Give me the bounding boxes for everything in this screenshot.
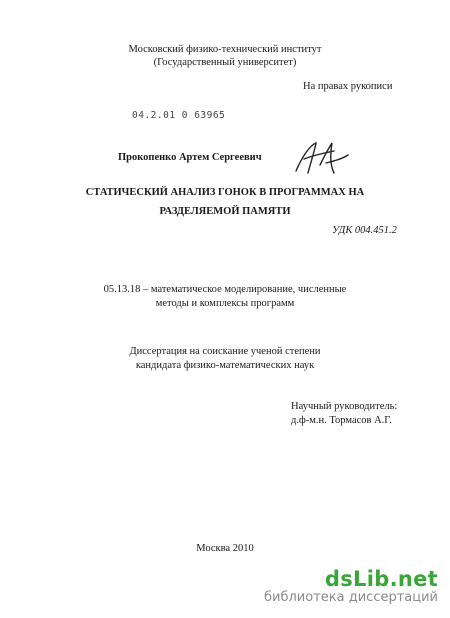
watermark-logo xyxy=(264,568,438,605)
watermark-brand-main: dsLib xyxy=(324,567,390,591)
rights-note: На правах рукописи xyxy=(303,81,393,92)
supervisor-block xyxy=(291,400,397,428)
watermark-brand xyxy=(264,568,438,590)
udc-code: УДК 004.451.2 xyxy=(332,225,397,236)
signature-icon xyxy=(290,137,352,181)
specialty-line2: методы и комплексы программ xyxy=(155,298,295,309)
supervisor-name: д.ф-м.н. Тормасов А.Г. xyxy=(291,415,392,426)
library-stamp: 04.2.01 0 63965 xyxy=(132,110,226,121)
degree-block xyxy=(90,345,360,373)
dissertation-title-line1: СТАТИЧЕСКИЙ АНАЛИЗ ГОНОК В ПРОГРАММАХ НА xyxy=(85,187,365,198)
specialty-block xyxy=(90,283,360,311)
supervisor-label: Научный руководитель: xyxy=(291,401,398,412)
watermark-tagline: библиотека диссертаций xyxy=(264,590,438,605)
specialty-line1: 05.13.18 – математическое моделирование, численные xyxy=(103,284,347,295)
watermark-brand-suffix: .net xyxy=(389,567,438,591)
degree-line2: кандидата физико-математических наук xyxy=(135,360,315,371)
city-year: Москва 2010 xyxy=(196,543,254,554)
institute-name: Московский физико-технический институт xyxy=(128,44,322,55)
institute-status: (Государственный университет) xyxy=(153,57,297,68)
author-name: Прокопенко Артем Сергеевич xyxy=(118,152,262,163)
degree-line1: Диссертация на соискание ученой степени xyxy=(129,346,321,357)
dissertation-title-line2: РАЗДЕЛЯЕМОЙ ПАМЯТИ xyxy=(159,206,291,217)
